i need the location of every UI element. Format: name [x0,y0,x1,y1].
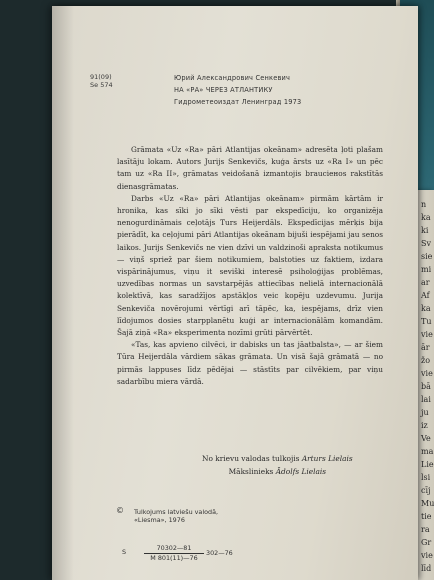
next-page-fragment: ār [421,343,430,352]
artist-name: Ādolfs Lielais [275,467,327,476]
copyright-symbol: © [116,506,124,515]
next-page-fragment: lai [421,395,431,404]
next-page-fragment: Tu [421,317,432,326]
next-page-fragment: iz [421,421,428,430]
next-page-edge [418,190,434,580]
paragraph: «Tas, kas apvieno cilvēci, ir dabisks un tas jāatbalsta», — ar šiem Tūra Heijerdāla vārdiem sākas grāmata. Un visā šajā grāmatā — no pirmās lappuses līdz pēdējai — stāstīts par cilvēkiem, par viņu sadarbību miera vārdā. [117,340,383,386]
next-page-fragment: sie [421,252,433,261]
next-page-fragment: vie [421,369,433,378]
annotation-text [117,144,383,388]
pubcode-tail: 302—76 [206,549,233,557]
next-page-fragment: vie [421,551,433,560]
next-page-fragment: ju [421,408,429,417]
next-page-fragment: Lie [421,460,434,469]
artist-credit [202,465,353,478]
artist-label: Mākslinieks [228,467,274,476]
udc-line: Se 574 [90,81,113,89]
pubcode-denominator: M 801(11)—76 [150,554,198,562]
paragraph: Darbs «Uz «Ra» pāri Atlantijas okeānam» pirmām kārtām ir hronika, kas sīki jo sīki vēsti par ekspedīciju, ko organizēja nenogurdināmais ceļotājs Turs Heijerdāls. Ekspedīcijas mērķis bija pierādīt, ka ceļojumi pāri Atlantijas okeānam bijuši iespējami jau senos laikos. Jurijs Senkevičs ne vien dzīvi un valdzinoši apraksta notikumus — viņš spriež par šiem notikumiem, balstoties uz faktiem, izdara vispārinājumus, viņu it seviški interesē psiholoģijas problēmas, uzvedības normas un savstarpējās attiecības nelielā internacionālā kolektīvā, kas saradžījos apstākļos veic kopēju uzdevumu. Jurija Senkeviča novērojumi vērtīgi arī tāpēc, ka, iespējams, drīz vien līdojumos dosies starpplanētu kuģi ar internacionālām komandām. Šajā ziņā «Ra» eksperimenta nozīmi grūti pārvērtēt. [117,193,383,338]
next-page-fragment: n [421,200,427,209]
next-page-fragment: ra [421,525,430,534]
next-page-fragment: lsi [421,473,431,482]
next-page-fragment: ka [421,304,431,313]
copyright-line: Tulkojums latviešu valodā, [134,508,219,516]
copyright-notice [116,506,219,525]
next-page-fragment: ka [421,213,431,222]
original-title: НА «РА» ЧЕРЕЗ АТЛАНТИКУ [174,86,273,94]
copyright-line: «Liesma», 1976 [134,516,185,525]
next-page-fragment: Sv [421,239,431,248]
next-page-fragment: tie [421,512,432,521]
next-page-fragment: ar [421,278,430,287]
book-page [52,6,418,580]
original-author: Юрий Александрович Сенкевич [174,74,291,82]
paragraph: Grāmata «Uz «Ra» pāri Atlantijas okeānam» adresēta ļoti plašam lasītāju lokam. Autors Jurijs Senkevičs, kuģa ārsts uz «Ra I» un pēc tam uz «Ra II», grāmatas veidošanā izmantojis brauciенos rakstītās dienasgrāmatas. [117,145,383,191]
original-edition-info [174,72,301,108]
next-page-fragment: vie [421,330,433,339]
translator-name: Arturs Lielais [301,454,353,463]
pubcode-letter: S [122,548,127,556]
next-page-fragment: cīj [421,486,431,495]
credits [202,452,353,478]
next-page-fragment: Gr [421,538,432,547]
udc-code [90,73,113,89]
next-page-fragment: mi [421,265,432,274]
next-page-fragment: bā [421,382,431,391]
next-page-fragment: ki [421,226,429,235]
pubcode-fraction [144,544,204,562]
pubcode-numerator: 70302—81 [144,544,204,554]
next-page-fragment: Mu [421,499,434,508]
next-page-fragment: Af [421,291,430,300]
translator-credit [202,452,353,465]
next-page-fragment: līd [421,564,432,573]
original-publisher: Гидрометеоиздат Ленинград 1973 [174,98,302,106]
next-page-fragment: Ve [421,434,431,443]
udc-line: 91(09) [90,73,112,81]
next-page-fragment: ma [421,447,434,456]
next-page-fragment: žo [421,356,431,365]
translator-label: No krievu valodas tulkojis [202,454,300,463]
